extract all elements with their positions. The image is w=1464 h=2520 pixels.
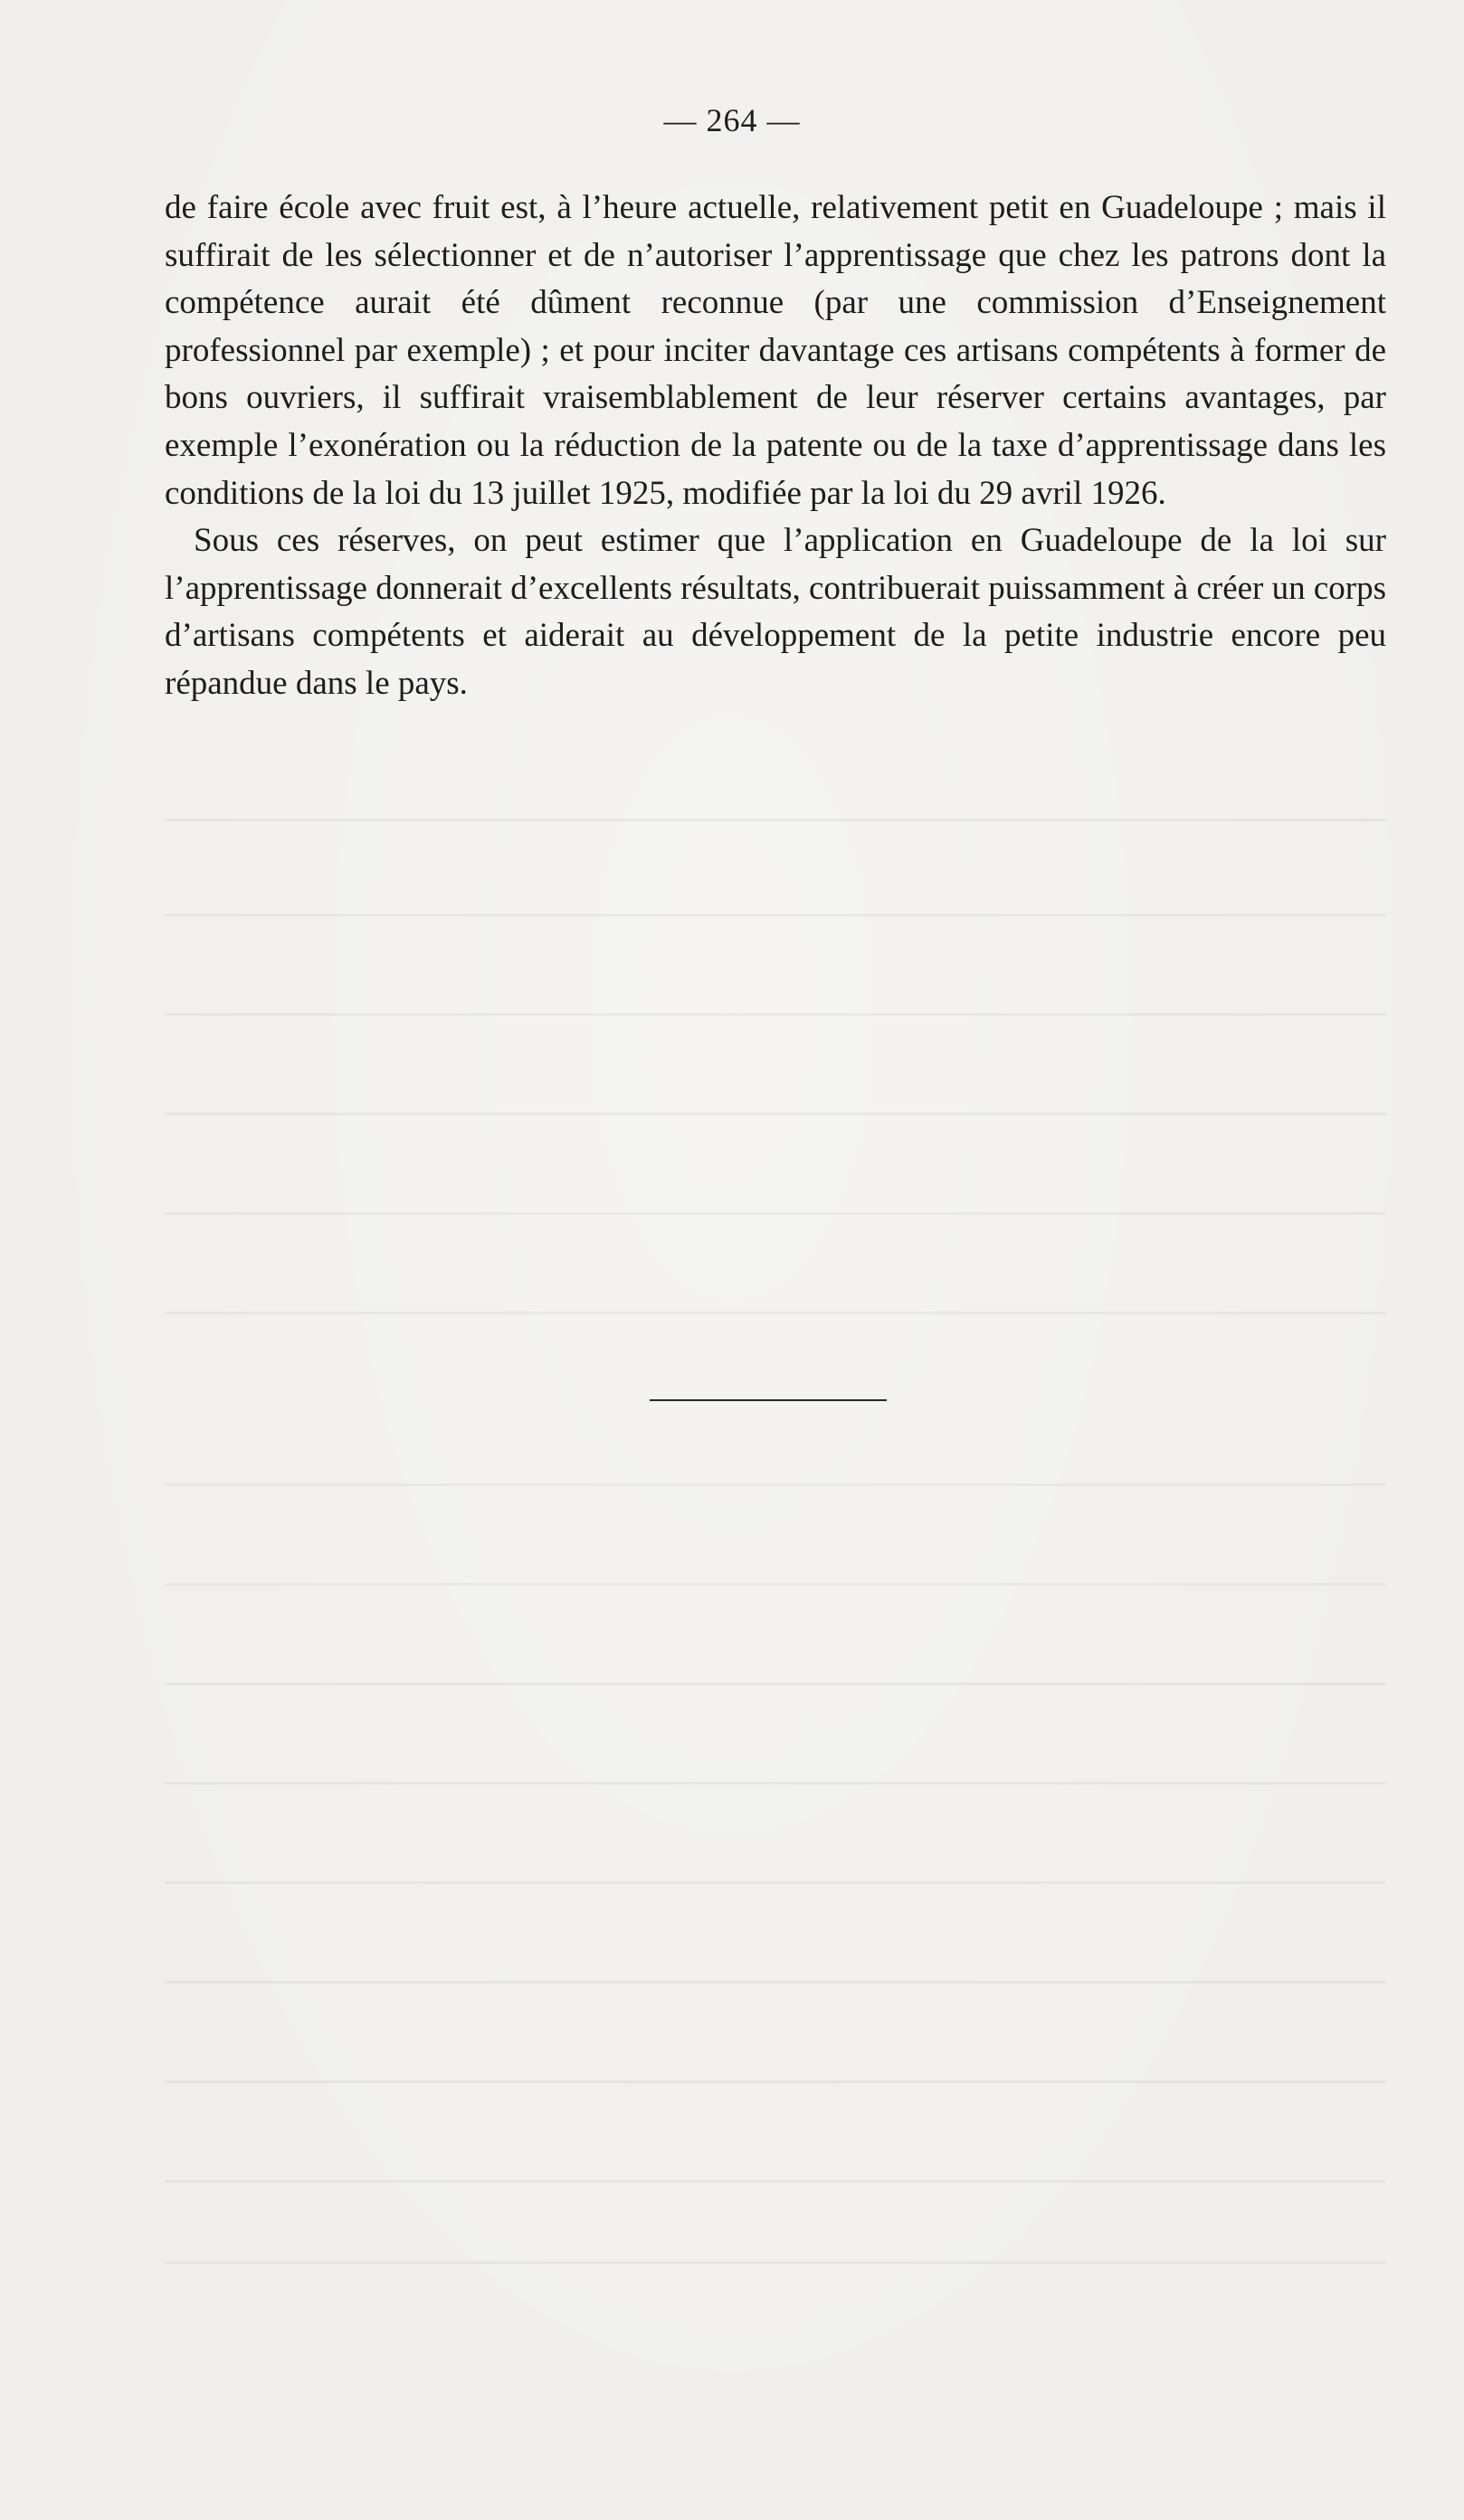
bleed-through-line: [165, 1782, 1386, 1785]
page-number: — 264 —: [663, 102, 801, 138]
section-divider: [650, 1399, 887, 1401]
paragraph-apprentissage-continuation: de faire école avec fruit est, à l’heure actuelle, relativement petit en Guadeloupe ; mais il suffirait de les sélectionner et de n’autoriser l’apprentissage que chez les patrons dont la compétence aurait été dûment reconnue (par une commission d’Enseignement professionnel par exemple) ; et pour inciter davantage ces artisans compétents à former de bons ouvriers, il suffirait vraisemblablement de leur réserver certains avantages, par exemple l’exonération ou la réduction de la patente ou de la taxe d’apprentissage dans les conditions de la loi du 13 juillet 1925, modifiée par la loi du 29 avril 1926.: [165, 189, 1386, 512]
bleed-through-line: [165, 1483, 1386, 1486]
bleed-through-line: [165, 1013, 1386, 1016]
bleed-through-line: [165, 1312, 1386, 1314]
bleed-through-line: [165, 1682, 1386, 1685]
bleed-through-line: [165, 2261, 1386, 2264]
bleed-through-line: [165, 1113, 1386, 1115]
bleed-through-line: [165, 819, 1386, 821]
bleed-through-line: [165, 2180, 1386, 2183]
bleed-through-line: [165, 1212, 1386, 1215]
body-text: [165, 185, 1386, 708]
bleed-through-line: [165, 1881, 1386, 1884]
bleed-through-line: [165, 2080, 1386, 2083]
bleed-through-line: [165, 914, 1386, 916]
paragraph-reserves: Sous ces réserves, on peut estimer que l’application en Guadeloupe de la loi sur l’apprentissage donnerait d’excellents résultats, contribuerait puissamment à créer un corps d’artisans compétents et aiderait au développement de la petite industrie encore peu répandue dans le pays.: [165, 522, 1387, 702]
bleed-through-line: [165, 1583, 1386, 1586]
bleed-through-line: [165, 1981, 1386, 1984]
